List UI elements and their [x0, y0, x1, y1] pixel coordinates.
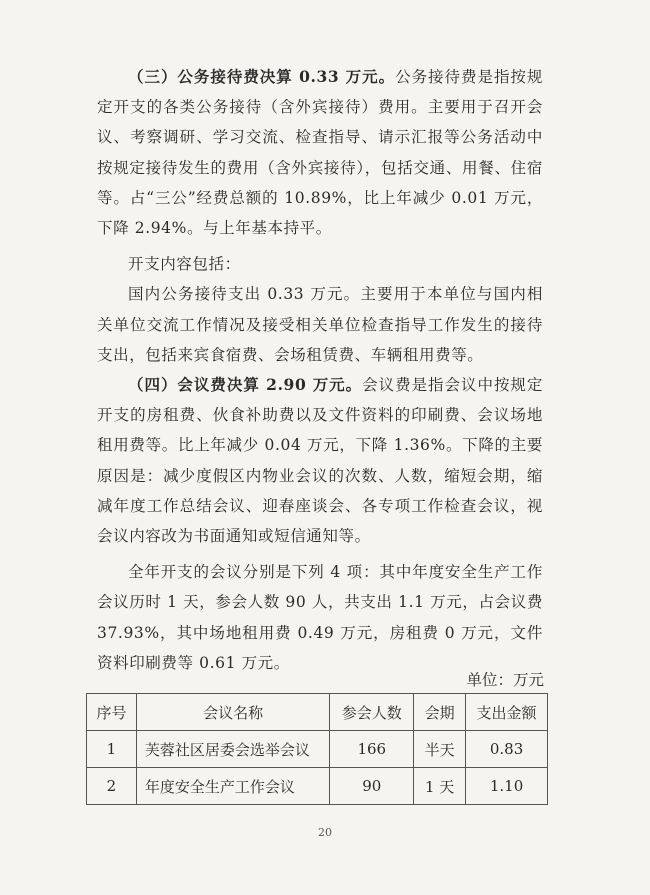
section4-body: 会议费是指会议中按规定开支的房租费、伙食补助费以及文件资料的印刷费、会议场地租用费等。比上年减少 0.04 万元，下降 1.36%。下降的主要原因是：减少度假区内物业会议的次数、人数，缩短会期，缩减年度工作总结会议、迎春座谈会、各专项工作检查会议，视会议内容改为书面通知或短信通知等。 — [97, 376, 543, 546]
table-header-row — [87, 694, 548, 731]
header-index: 序号 — [87, 694, 137, 731]
page-number: 20 — [318, 826, 332, 839]
table-row — [87, 731, 548, 768]
header-meeting-name: 会议名称 — [136, 694, 329, 731]
row-duration: 半天 — [414, 731, 466, 768]
row-meeting-name: 芙蓉社区居委会选举会议 — [136, 731, 329, 768]
table-unit: 单位：万元 — [466, 671, 544, 689]
section4-paragraph — [97, 370, 543, 551]
section4-heading: （四）会议费决算 2.90 万元。 — [128, 375, 363, 395]
row-index: 1 — [87, 731, 137, 768]
section3-sub-intro: 开支内容包括： — [128, 255, 241, 274]
table-row — [87, 768, 548, 805]
header-duration: 会期 — [414, 694, 466, 731]
section3-body: 公务接待费是指按规定开支的各类公务接待（含外宾接待）费用。主要用于召开会议、考察调研、学习交流、检查指导、请示汇报等公务活动中按规定接待发生的费用（含外宾接待），包括交通、用餐、住宿等。占“三公”经费总额的 10.89%，比上年减少 0.01 万元，下降 2.94%。与上年基本持平。 — [97, 68, 543, 238]
meetings-table — [86, 693, 548, 805]
header-amount: 支出金额 — [466, 694, 548, 731]
row-meeting-name: 年度安全生产工作会议 — [136, 768, 329, 805]
row-index: 2 — [87, 768, 137, 805]
row-amount: 1.10 — [466, 768, 548, 805]
section3-domestic: 国内公务接待支出 0.33 万元。主要用于本单位与国内相关单位交流工作情况及接受相关单位检查指导工作发生的接待支出，包括来宾食宿费、会场租赁费、车辆租用费等。 — [97, 285, 543, 364]
section3-heading: （三）公务接待费决算 0.33 万元。 — [128, 67, 396, 86]
section4-meetings: 全年开支的会议分别是下列 4 项：其中年度安全生产工作会议历时 1 天，参会人数 90 人，共支出 1.1 万元，占会议费 37.93%，其中场地租用费 0.49 万元，房租费 0 万元，文件资料印刷费等 0.61 万元。 — [97, 563, 543, 672]
document-body — [97, 62, 543, 678]
row-duration: 1 天 — [414, 768, 466, 805]
section3-paragraph — [97, 62, 543, 243]
row-amount: 0.83 — [466, 731, 548, 768]
row-attendees: 166 — [330, 731, 414, 768]
header-attendees: 参会人数 — [330, 694, 414, 731]
row-attendees: 90 — [330, 768, 414, 805]
